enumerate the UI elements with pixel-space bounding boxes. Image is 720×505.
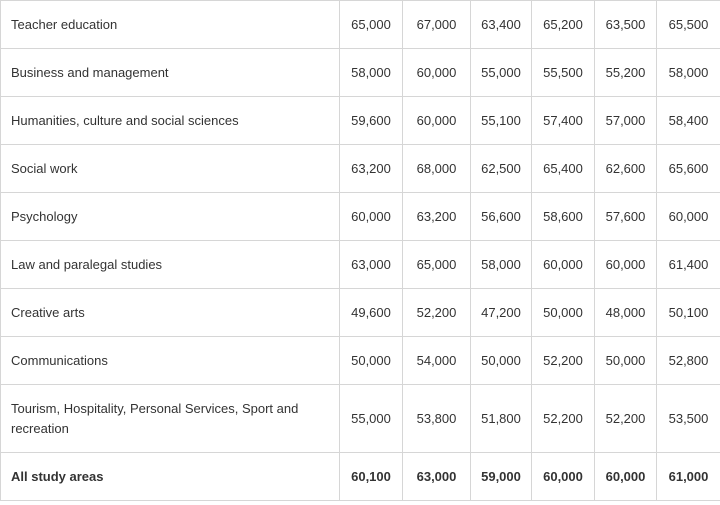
study-area-cell: Law and paralegal studies — [1, 241, 340, 289]
value-cell: 58,000 — [471, 241, 532, 289]
value-cell: 65,200 — [532, 1, 595, 49]
table-row — [1, 97, 720, 145]
value-cell: 53,800 — [403, 385, 471, 453]
table-row — [1, 193, 720, 241]
value-cell: 52,200 — [532, 385, 595, 453]
value-cell: 61,400 — [657, 241, 720, 289]
table-body — [1, 1, 720, 501]
study-area-cell: Communications — [1, 337, 340, 385]
value-cell: 63,200 — [340, 145, 403, 193]
value-cell: 53,500 — [657, 385, 720, 453]
table-row — [1, 337, 720, 385]
value-cell: 63,500 — [595, 1, 657, 49]
value-cell: 49,600 — [340, 289, 403, 337]
table-row — [1, 1, 720, 49]
value-cell: 58,600 — [532, 193, 595, 241]
value-cell: 50,100 — [657, 289, 720, 337]
study-area-cell: Humanities, culture and social sciences — [1, 97, 340, 145]
study-area-cell: Tourism, Hospitality, Personal Services, Sport and recreation — [1, 385, 340, 453]
value-cell: 50,000 — [595, 337, 657, 385]
table-row — [1, 145, 720, 193]
table-row — [1, 385, 720, 453]
value-cell: 50,000 — [340, 337, 403, 385]
value-cell: 60,000 — [595, 241, 657, 289]
value-cell: 63,000 — [403, 453, 471, 501]
study-area-cell: All study areas — [1, 453, 340, 501]
value-cell: 48,000 — [595, 289, 657, 337]
value-cell: 60,000 — [532, 241, 595, 289]
value-cell: 62,500 — [471, 145, 532, 193]
study-area-cell: Psychology — [1, 193, 340, 241]
value-cell: 68,000 — [403, 145, 471, 193]
value-cell: 58,400 — [657, 97, 720, 145]
value-cell: 50,000 — [471, 337, 532, 385]
value-cell: 65,000 — [340, 1, 403, 49]
value-cell: 55,200 — [595, 49, 657, 97]
value-cell: 55,000 — [471, 49, 532, 97]
value-cell: 60,000 — [403, 97, 471, 145]
value-cell: 60,100 — [340, 453, 403, 501]
value-cell: 65,000 — [403, 241, 471, 289]
value-cell: 65,600 — [657, 145, 720, 193]
value-cell: 52,200 — [532, 337, 595, 385]
total-row — [1, 453, 720, 501]
value-cell: 56,600 — [471, 193, 532, 241]
value-cell: 52,200 — [403, 289, 471, 337]
value-cell: 58,000 — [657, 49, 720, 97]
value-cell: 57,400 — [532, 97, 595, 145]
value-cell: 59,600 — [340, 97, 403, 145]
value-cell: 55,000 — [340, 385, 403, 453]
value-cell: 63,000 — [340, 241, 403, 289]
value-cell: 58,000 — [340, 49, 403, 97]
value-cell: 57,000 — [595, 97, 657, 145]
value-cell: 63,200 — [403, 193, 471, 241]
value-cell: 51,800 — [471, 385, 532, 453]
value-cell: 65,500 — [657, 1, 720, 49]
study-area-cell: Creative arts — [1, 289, 340, 337]
value-cell: 54,000 — [403, 337, 471, 385]
study-area-cell: Teacher education — [1, 1, 340, 49]
value-cell: 62,600 — [595, 145, 657, 193]
value-cell: 47,200 — [471, 289, 532, 337]
value-cell: 52,800 — [657, 337, 720, 385]
study-area-cell: Social work — [1, 145, 340, 193]
value-cell: 50,000 — [532, 289, 595, 337]
value-cell: 60,000 — [532, 453, 595, 501]
value-cell: 60,000 — [595, 453, 657, 501]
value-cell: 57,600 — [595, 193, 657, 241]
value-cell: 55,500 — [532, 49, 595, 97]
value-cell: 60,000 — [340, 193, 403, 241]
value-cell: 59,000 — [471, 453, 532, 501]
value-cell: 61,000 — [657, 453, 720, 501]
value-cell: 65,400 — [532, 145, 595, 193]
value-cell: 55,100 — [471, 97, 532, 145]
value-cell: 60,000 — [403, 49, 471, 97]
study-area-cell: Business and management — [1, 49, 340, 97]
value-cell: 60,000 — [657, 193, 720, 241]
table-row — [1, 49, 720, 97]
table-row — [1, 289, 720, 337]
value-cell: 52,200 — [595, 385, 657, 453]
value-cell: 67,000 — [403, 1, 471, 49]
table-row — [1, 241, 720, 289]
value-cell: 63,400 — [471, 1, 532, 49]
